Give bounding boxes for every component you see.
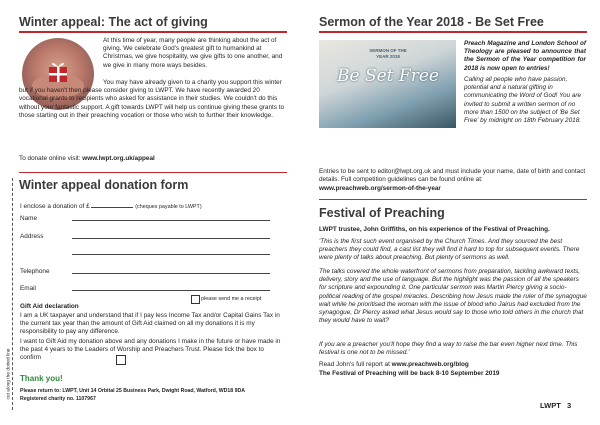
winter-appeal-title: Winter appeal: The act of giving (19, 15, 208, 29)
sermon-title: Sermon of the Year 2018 - Be Set Free (319, 15, 544, 29)
gift-aid-checkbox[interactable] (116, 355, 126, 365)
donation-amount-row (20, 201, 202, 210)
address-field-line-1[interactable] (72, 238, 270, 239)
sermon-rule (319, 31, 587, 33)
sermon-cover-small-text: SERMON OF THE YEAR 2018 (369, 48, 407, 59)
telephone-label: Telephone (20, 268, 50, 275)
festival-title: Festival of Preaching (319, 206, 445, 220)
donate-online-line (19, 155, 287, 163)
name-field[interactable] (72, 220, 270, 221)
address-field-line-2[interactable] (72, 254, 270, 255)
festival-lead: LWPT trustee, John Griffiths, on his experience of the Festival of Preaching. (319, 226, 550, 233)
gift-aid-text-2: I want to Gift Aid my donation above and any donations I make in the future or have made in the past 4 years to the Leaders of Worship and Preachers Trust. Please tick the box to confirm (20, 338, 281, 362)
donate-online-label: To donate online visit: (19, 155, 81, 162)
winter-intro-text: At this time of year, many people are thinking about the act of giving. We celebrate God's greatest gift to humankind at Christmas, we give hospitality, we give gifts to one another, and we give in many more ways besides. (103, 37, 283, 69)
winter-appeal-text: You may have already given to a charity you support this winter but if you haven't then please consider giving to LWPT. We have recently awarded 20 vocational grants to recipients who asked for assistance in their studies. We couldn't do this without your fantastic support. A gift towards LWPT will help us continue giving these grants to those starting out in their preaching vocation or those who wish to further their knowledge. (19, 79, 285, 119)
sermon-cover-big-text: Be Set Free (337, 66, 439, 86)
receipt-checkbox[interactable] (191, 295, 200, 304)
telephone-field[interactable] (72, 273, 270, 274)
return-address-line (20, 388, 290, 395)
address-label: Address (20, 233, 44, 240)
festival-quote-3: If you are a preacher you'll hope they find a way to raise the bar even higher next time. This festival is one not to be missed.' (319, 341, 578, 357)
email-label: Email (20, 285, 36, 292)
gift-aid-heading: Gift Aid declaration (20, 303, 79, 310)
festival-report-label: Read John's full report at (319, 361, 390, 368)
donation-amount-label: I enclose a donation of £ (20, 203, 90, 210)
cut-line (12, 178, 13, 410)
page-footer (540, 401, 571, 410)
receipt-label: please send me a receipt (201, 296, 262, 302)
return-address: LWPT, Unit 14 Orbital 25 Business Park, Dwight Road, Watford, WD18 9DA (62, 388, 245, 394)
festival-report-link[interactable]: www.preachweb.org/blog (391, 361, 469, 368)
donation-form-title: Winter appeal donation form (19, 178, 189, 192)
festival-quote-2: The talks covered the whole waterfront of sermons from preparation, tackling awkward texts, delivery, story and the use of language. But the highlight was the passion of all the speakers for scripture and expounding it. One particular sermon was Martin Piercy giving a socio-political reading of the gospel miracles. Describing how Jesus made the ruler of the synagogue wait while he prioritised the woman with the issue of blood who Jairus had excluded from the synagogue, Dr Piercy asked what Jesus would say to those who told others in the church that they would have to wait? (319, 268, 587, 325)
name-label: Name (20, 215, 38, 222)
cut-instruction: cut along the dotted line (6, 348, 12, 400)
donate-online-link[interactable]: www.lwpt.org.uk/appeal (82, 155, 155, 162)
return-label: Please return to: (20, 388, 61, 394)
cheques-note: (cheques payable to LWPT) (135, 204, 202, 210)
form-top-rule (19, 172, 287, 173)
festival-return-date: The Festival of Preaching will be back 8-10 September 2019 (319, 370, 500, 377)
charity-number: Registered charity no. 1107967 (20, 396, 96, 402)
donation-amount-field[interactable] (91, 201, 133, 208)
sermon-call: Calling all people who have passion, potential and a natural gifting in communicating the Word of God! You are invited to submit a written sermon of no more than 1500 on the subject of 'Be Set Free' by midnight on 18th February 2018. (464, 76, 582, 125)
footer-org: LWPT (540, 401, 561, 410)
festival-report-line (319, 361, 587, 369)
email-field[interactable] (72, 290, 270, 291)
page-number: 3 (566, 401, 572, 410)
sermon-guidelines-link[interactable]: www.preachweb.org/sermon-of-the-year (319, 185, 441, 192)
gift-aid-text-1: I am a UK taxpayer and understand that if I pay less Income Tax and/or Capital Gains Tax in the current tax year than the amount of Gift Aid claimed on all my donations it is my responsibility to pay any difference. (20, 312, 280, 336)
festival-top-rule (319, 199, 587, 200)
winter-appeal-rule (19, 31, 287, 33)
sermon-cover-image (319, 40, 456, 128)
sermon-entries-text: Entries to be sent to editor@lwpt.org.uk and must include your name, date of birth and contact details. Full competition guidelines can be found online at: (319, 168, 586, 184)
sermon-intro: Preach Magazine and London School of Theology are pleased to announce that the Sermon of the Year competition for 2018 is now open to entries! (464, 40, 586, 72)
thank-you-text: Thank you! (20, 374, 63, 383)
festival-quote-1: 'This is the first such event organised by the Church Times. And they sourced the best preachers they could find, a cast list they will find it hard to top for subsequent events. There were plenty of talks about preaching. But plenty of sermons as well. (319, 238, 580, 262)
